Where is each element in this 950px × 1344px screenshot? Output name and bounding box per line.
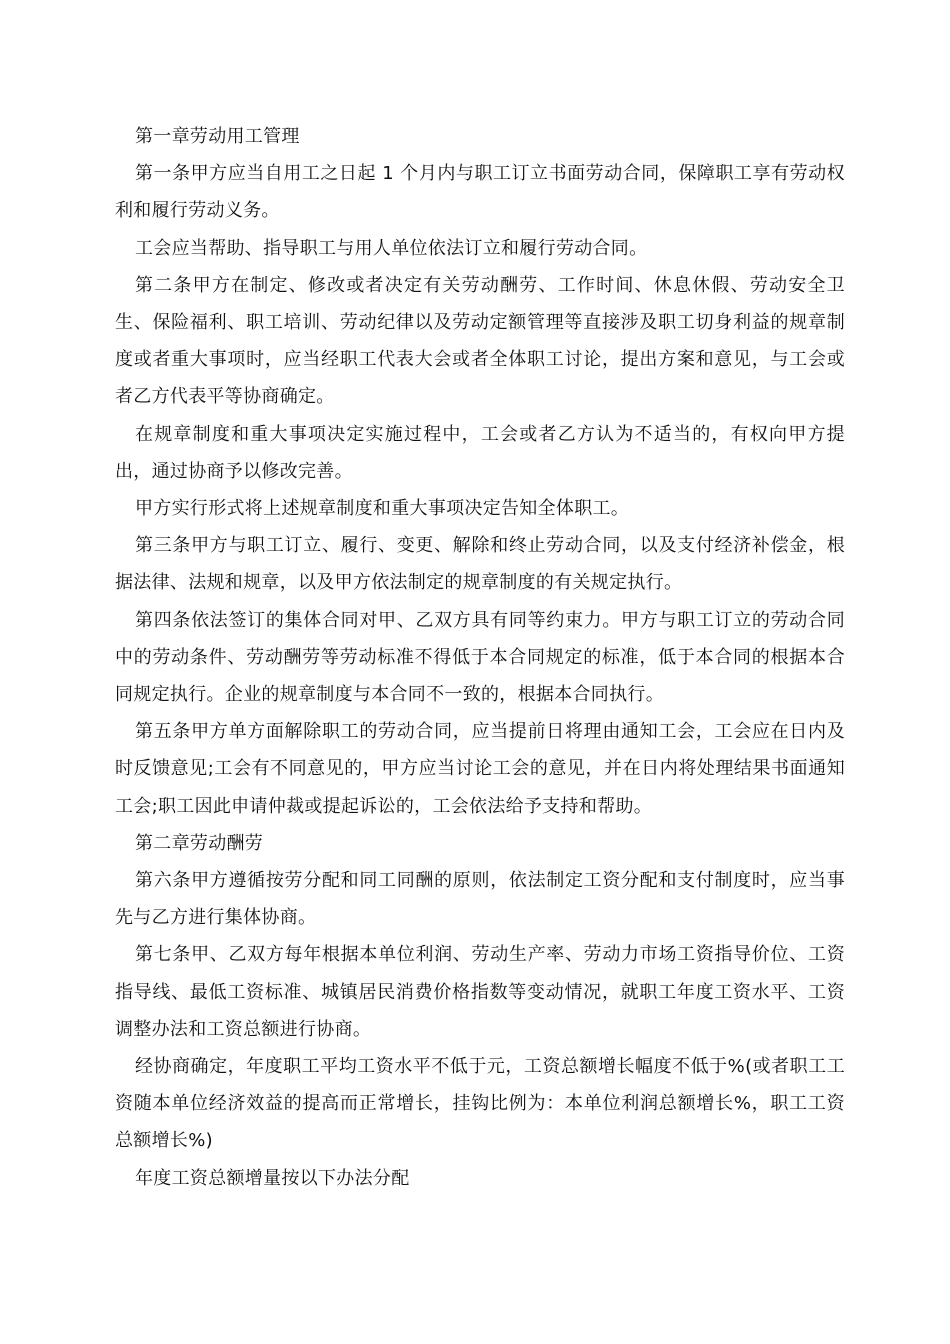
document-page: [115, 118, 845, 1197]
article-paragraph: 第一条甲方应当自用工之日起 1 个月内与职工订立书面劳动合同，保障职工享有劳动权利和履行劳动义务。: [115, 163, 845, 222]
article-paragraph: 第七条甲、乙双方每年根据本单位利润、劳动生产率、劳动力市场工资指导价位、工资指导线、最低工资标准、城镇居民消费价格指数等变动情况，就职工年度工资水平、工资调整办法和工资总额进行协商。: [115, 944, 845, 1040]
article-paragraph: 第四条依法签订的集体合同对甲、乙双方具有同等约束力。甲方与职工订立的劳动合同中的劳动条件、劳动酬劳等劳动标准不得低于本合同规定的标准，低于本合同的根据本合同规定执行。企业的规章制度与本合同不一致的，根据本合同执行。: [115, 609, 845, 706]
article-paragraph: 年度工资总额增量按以下办法分配: [135, 1167, 410, 1189]
article-paragraph: 第五条甲方单方面解除职工的劳动合同，应当提前日将理由通知工会，工会应在日内及时反馈意见;工会有不同意见的，甲方应当讨论工会的意见，并在日内将处理结果书面通知工会;职工因此申请仲裁或提起诉讼的，工会依法给予支持和帮助。: [115, 721, 845, 817]
article-paragraph: 甲方实行形式将上述规章制度和重大事项决定告知全体职工。: [135, 498, 630, 520]
article-paragraph: 工会应当帮助、指导职工与用人单位依法订立和履行劳动合同。: [135, 237, 648, 259]
article-paragraph: 第六条甲方遵循按劳分配和同工同酬的原则，依法制定工资分配和支付制度时，应当事先与乙方进行集体协商。: [115, 870, 845, 929]
chapter-heading: 第二章劳动酬劳: [135, 832, 264, 854]
article-paragraph: 第三条甲方与职工订立、履行、变更、解除和终止劳动合同，以及支付经济补偿金，根据法律、法规和规章，以及甲方依法制定的规章制度的有关规定执行。: [115, 535, 845, 594]
article-paragraph: 第二条甲方在制定、修改或者决定有关劳动酬劳、工作时间、休息休假、劳动安全卫生、保险福利、职工培训、劳动纪律以及劳动定额管理等直接涉及职工切身利益的规章制度或者重大事项时，应当经职工代表大会或者全体职工讨论，提出方案和意见，与工会或者乙方代表平等协商确定。: [115, 274, 845, 408]
chapter-heading: 第一章劳动用工管理: [135, 126, 300, 147]
article-paragraph: 经协商确定，年度职工平均工资水平不低于元，工资总额增长幅度不低于%(或者职工工资随本单位经济效益的提高而正常增长，挂钩比例为：本单位利润总额增长%，职工工资总额增长%): [115, 1056, 845, 1152]
article-paragraph: 在规章制度和重大事项决定实施过程中，工会或者乙方认为不适当的，有权向甲方提出，通过协商予以修改完善。: [115, 423, 845, 482]
